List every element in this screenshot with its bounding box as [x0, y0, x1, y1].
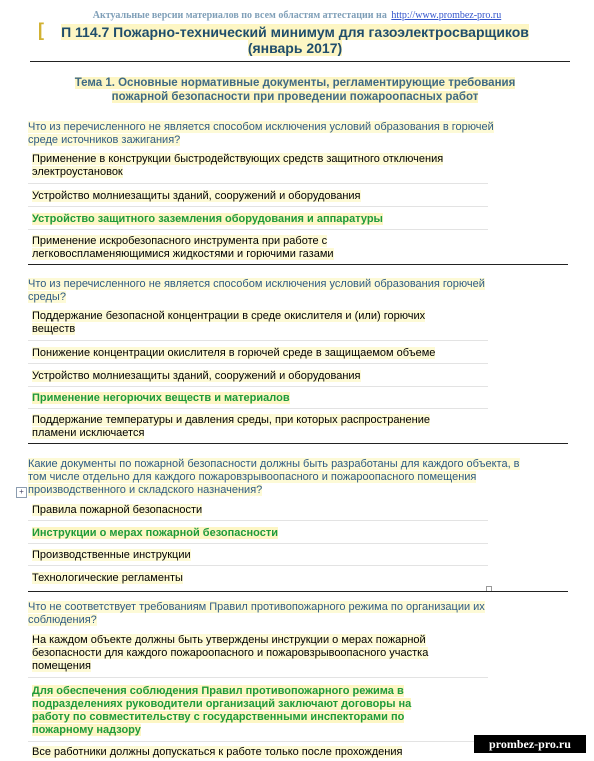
bracket-mark-icon: [: [38, 20, 44, 40]
answer-line: веществ: [32, 323, 76, 335]
question-line: том числе отдельно для каждого пожаровзрывоопасного и пожароопасного помещения: [28, 471, 477, 483]
answer-divider: [28, 206, 488, 207]
answer-line: Технологические регламенты: [32, 572, 183, 584]
answer-line: Поддержание безопасной концентрации в среде окислителя и (или) горючих: [32, 310, 426, 322]
answer-line: Устройство защитного заземления оборудования и аппаратуры: [32, 213, 383, 225]
answer-line: На каждом объекте должны быть утверждены инструкции о мерах пожарной: [32, 634, 426, 646]
answer-line: Все работники должны допускаться к работе только после прохождения: [32, 746, 403, 758]
answer-line: Применение в конструкции быстродействующих средств защитного отключения: [32, 153, 444, 165]
answer-line: легковоспламеняющимися жидкостями и горючими газами: [32, 248, 334, 260]
answer-option[interactable]: [28, 345, 488, 362]
top-note-text: Актуальные версии материалов по всем областям аттестации на: [92, 10, 387, 21]
answer-option[interactable]: [28, 570, 488, 587]
topic-heading: [40, 76, 550, 104]
question-4: [28, 601, 548, 627]
answer-line: безопасности для каждого пожароопасного и пожаровзрывоопасного участка: [32, 647, 429, 659]
answer-option-correct[interactable]: [28, 390, 488, 407]
topic-line1: Тема 1. Основные нормативные документы, регламентирующие требования: [74, 77, 516, 89]
answer-divider: [28, 363, 488, 364]
question-line: среды?: [28, 291, 66, 303]
answer-line: Устройство молниезащиты зданий, сооружений и оборудования: [32, 190, 361, 202]
answer-line: Для обеспечения соблюдения Правил противопожарного режима в: [32, 685, 404, 697]
answer-line: Правила пожарной безопасности: [32, 504, 203, 516]
answer-option-correct[interactable]: [28, 525, 488, 542]
answer-divider: [28, 520, 488, 521]
question-line: Что не соответствует требованиям Правил противопожарного режима по организации их: [28, 601, 485, 613]
top-note: [0, 10, 594, 21]
question-line: среде источников зажигания?: [28, 134, 181, 146]
answer-option-correct[interactable]: [28, 211, 488, 228]
question-divider: [28, 591, 568, 592]
document-title: [30, 20, 560, 56]
question-line: Какие документы по пожарной безопасности должны быть разработаны для каждого объекта, в: [28, 458, 520, 470]
answer-line: Производственные инструкции: [32, 549, 191, 561]
question-3: [28, 458, 548, 497]
answer-option[interactable]: [28, 368, 488, 385]
doc-title-line2: (январь 2017): [247, 40, 343, 56]
answer-option[interactable]: [28, 502, 488, 519]
answer-divider: [28, 565, 488, 566]
site-link[interactable]: http://www.prombez-pro.ru: [391, 10, 502, 21]
answer-line: Применение негорючих веществ и материалов: [32, 392, 290, 404]
question-line: Что из перечисленного не является способом исключения условий образования в горючей: [28, 121, 494, 133]
answer-line: Поддержание температуры и давления среды, при которых распространение: [32, 414, 430, 426]
question-divider: [28, 443, 568, 444]
answer-option[interactable]: [28, 151, 488, 181]
answer-line: помещения: [32, 660, 91, 672]
answer-divider: [28, 229, 488, 230]
answer-divider: [28, 677, 488, 678]
answer-divider: [28, 408, 488, 409]
answer-line: Понижение концентрации окислителя в горючей среде в защищаемом объеме: [32, 347, 436, 359]
answer-option[interactable]: [28, 308, 488, 338]
title-divider: [30, 61, 570, 62]
answer-option[interactable]: [28, 744, 488, 761]
answer-option[interactable]: [28, 547, 488, 564]
answer-option[interactable]: [28, 412, 488, 442]
site-watermark: prombez-pro.ru: [474, 735, 586, 753]
table-move-handle-icon[interactable]: +: [16, 487, 27, 498]
answer-line: Устройство молниезащиты зданий, сооружений и оборудования: [32, 370, 361, 382]
question-line: производственного и складского назначения?: [28, 484, 263, 496]
answer-divider: [28, 543, 488, 544]
question-divider: [28, 264, 568, 265]
answer-divider: [28, 183, 488, 184]
question-2: [28, 278, 548, 304]
answer-line: подразделениях руководители организаций заключают договоры на: [32, 698, 412, 710]
question-line: Что из перечисленного не является способом исключения условий образования горючей: [28, 278, 485, 290]
answer-line: Инструкции о мерах пожарной безопасности: [32, 527, 278, 539]
answer-line: Применение искробезопасного инструмента при работе с: [32, 235, 328, 247]
answer-divider: [28, 741, 488, 742]
answer-divider: [28, 386, 488, 387]
answer-divider: [28, 340, 488, 341]
question-line: соблюдения?: [28, 614, 97, 626]
answer-line: пламени исключается: [32, 427, 145, 439]
answer-option[interactable]: [28, 233, 488, 263]
answer-line: пожарному надзору: [32, 724, 141, 736]
question-1: [28, 121, 548, 147]
topic-line2: пожарной безопасности при проведении пожароопасных работ: [111, 91, 479, 103]
answer-option[interactable]: [28, 632, 488, 675]
answer-option-correct[interactable]: [28, 683, 488, 739]
answer-line: работу по совместительству с государственными инспекторами по: [32, 711, 405, 723]
answer-option[interactable]: [28, 188, 488, 205]
doc-title-line1: П 114.7 Пожарно-технический минимум для газоэлектросварщиков: [61, 24, 529, 40]
answer-line: электроустановок: [32, 166, 123, 178]
